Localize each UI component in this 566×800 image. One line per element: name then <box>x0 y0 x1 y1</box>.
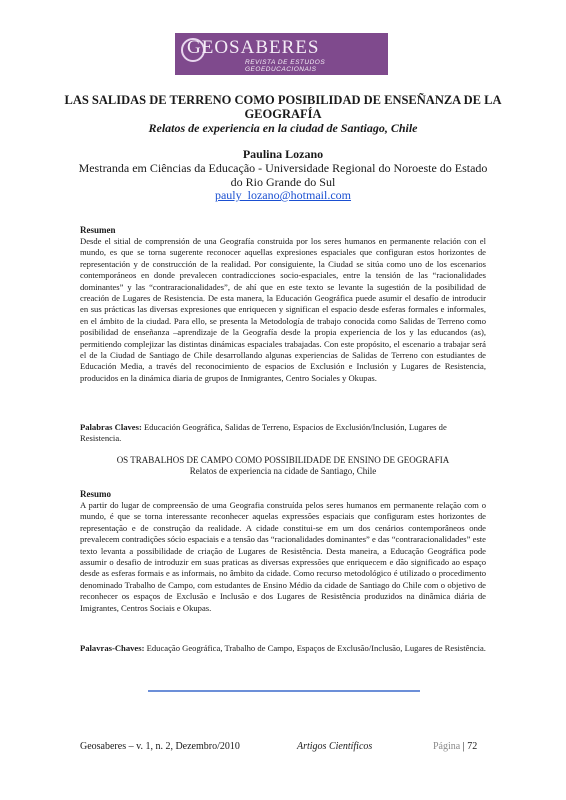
footer-page <box>433 741 477 752</box>
footer-page-label: Página <box>433 741 461 752</box>
portuguese-title: OS TRABALHOS DE CAMPO COMO POSSIBILIDADE DE ENSINO DE GEOGRAFIA <box>116 455 450 465</box>
logo-name: GEOSABERES <box>187 37 320 58</box>
portuguese-title-block <box>80 455 486 477</box>
palabras-claves <box>80 422 486 444</box>
palavras-chaves <box>80 643 486 654</box>
resumen-text: Desde el sitial de comprensión de una Geografía construida por los seres humanos en permanente relación con el mundo, es que se torna sugerente reconocer aquellas expresiones espaciales que configuran estos horizontes de representación y de construcción de la realidad. Por consiguiente, la Ciudad se sitúa como uno de los escenarios contemporáneos en donde prevalecen contradicciones socio-espaciales, entre la tensión de las “racionalidades dominantes” y las “contraracionalidades”, de ahí que en este texto se levante la sugestión de la posibilidad de creación de Lugares de Resistencia. De esta manera, la Educación Geográfica puede asumir el desafío de introducir en sus prácticas las diversas expresiones que enriquecen y significan el espacio desde esferas formales e informales, en el ámbito de la ciudad. Para ello, se presenta la Metodología de trabajo conocida como Salidas de Terreno como posibilidad de enseñanza –aprendizaje de la Geografía desde la propia experiencia de los y las educandos (as), permitiendo complejizar las distintas dinámicas espaciales trabajadas. Con este propósito, el escenario a trabajar será el de la Ciudad de Santiago de Chile desarrollando algunas experiencias de Salidas de Terreno con estudiantes de Educación Media, a través del reconocimiento de espacios de Exclusión e Inclusión y Lugares de Resistencia, producidos en la dinámica diaria de grupos de Inmigrantes, Centro Sociales y Okupas. <box>80 236 486 383</box>
author-email-link[interactable]: pauly_lozano@hotmail.com <box>214 188 352 202</box>
palabras-claves-text: Educación Geográfica, Salidas de Terreno, Espacios de Exclusión/Inclusión, Lugares de Resistencia. <box>80 422 447 443</box>
footer-section: Artigos Científicos <box>297 741 373 752</box>
footer-page-number: 72 <box>467 741 478 752</box>
palavras-chaves-label: Palavras-Chaves: <box>80 643 145 653</box>
author-name: Paulina Lozano <box>242 147 324 161</box>
resumo-heading: Resumo <box>80 489 111 499</box>
resumo-text: A partir do lugar de compreensão de uma Geografia construída pelos seres humanos em permanente relação com o mundo, é que se torna interessante reconhecer aquelas expressões espaciais que configuram estes horizontes de representação e de construção da realidade. A cidade constitui-se em um dos cenários contemporâneos onde prevalecem contradições sócio espaciais e a tensão das “racionalidades dominantes” e das “contraracionalidades” este texto levanta a possibilidade de criação de Lugares de Resistência. Desta maneira, a Educação Geográfica pode assumir o desafio de introduzir em suas praticas as diversas expressões que enriquecem e dão significado ao espaço desde as esferas formais e as informais, no âmbito da cidade. Como recurso metodológico é utilizado o procedimento denominado Trabalho de Campo, com estudantes de Ensino Médio da cidade de Santiago do Chile com o objetivo de reconhecer os espaços de Exclusão e Inclusão e dos Lugares de Resistência produzidos na dinâmica diária de Imigrantes, Centros Sociais e Okupas. <box>80 500 486 613</box>
footer-page-separator: | <box>462 741 465 752</box>
portuguese-subtitle: Relatos de experiencia na cidade de Santiago, Chile <box>189 466 377 476</box>
journal-logo-banner <box>175 33 388 75</box>
divider-line <box>148 690 420 692</box>
footer-journal: Geosaberes – v. 1, n. 2, Dezembro/2010 <box>80 741 240 752</box>
logo-subtitle-line1: REVISTA DE ESTUDOS <box>245 59 326 66</box>
palabras-claves-label: Palabras Claves: <box>80 422 142 432</box>
resumen-heading: Resumen <box>80 225 116 235</box>
logo-subtitle-line2: GEOEDUCACIONAIS <box>245 66 317 73</box>
article-subtitle: Relatos de experiencia en la ciudad de Santiago, Chile <box>148 121 418 135</box>
author-affiliation: Mestranda em Ciências da Educação - Universidade Regional do Noroeste do Estado do Rio Grande do Sul <box>78 161 488 189</box>
palavras-chaves-text: Educação Geográfica, Trabalho de Campo, Espaços de Exclusão/Inclusão, Lugares de Resistência. <box>144 643 486 653</box>
article-title: LAS SALIDAS DE TERRENO COMO POSIBILIDAD DE ENSEÑANZA DE LA GEOGRAFÍA <box>64 93 502 121</box>
